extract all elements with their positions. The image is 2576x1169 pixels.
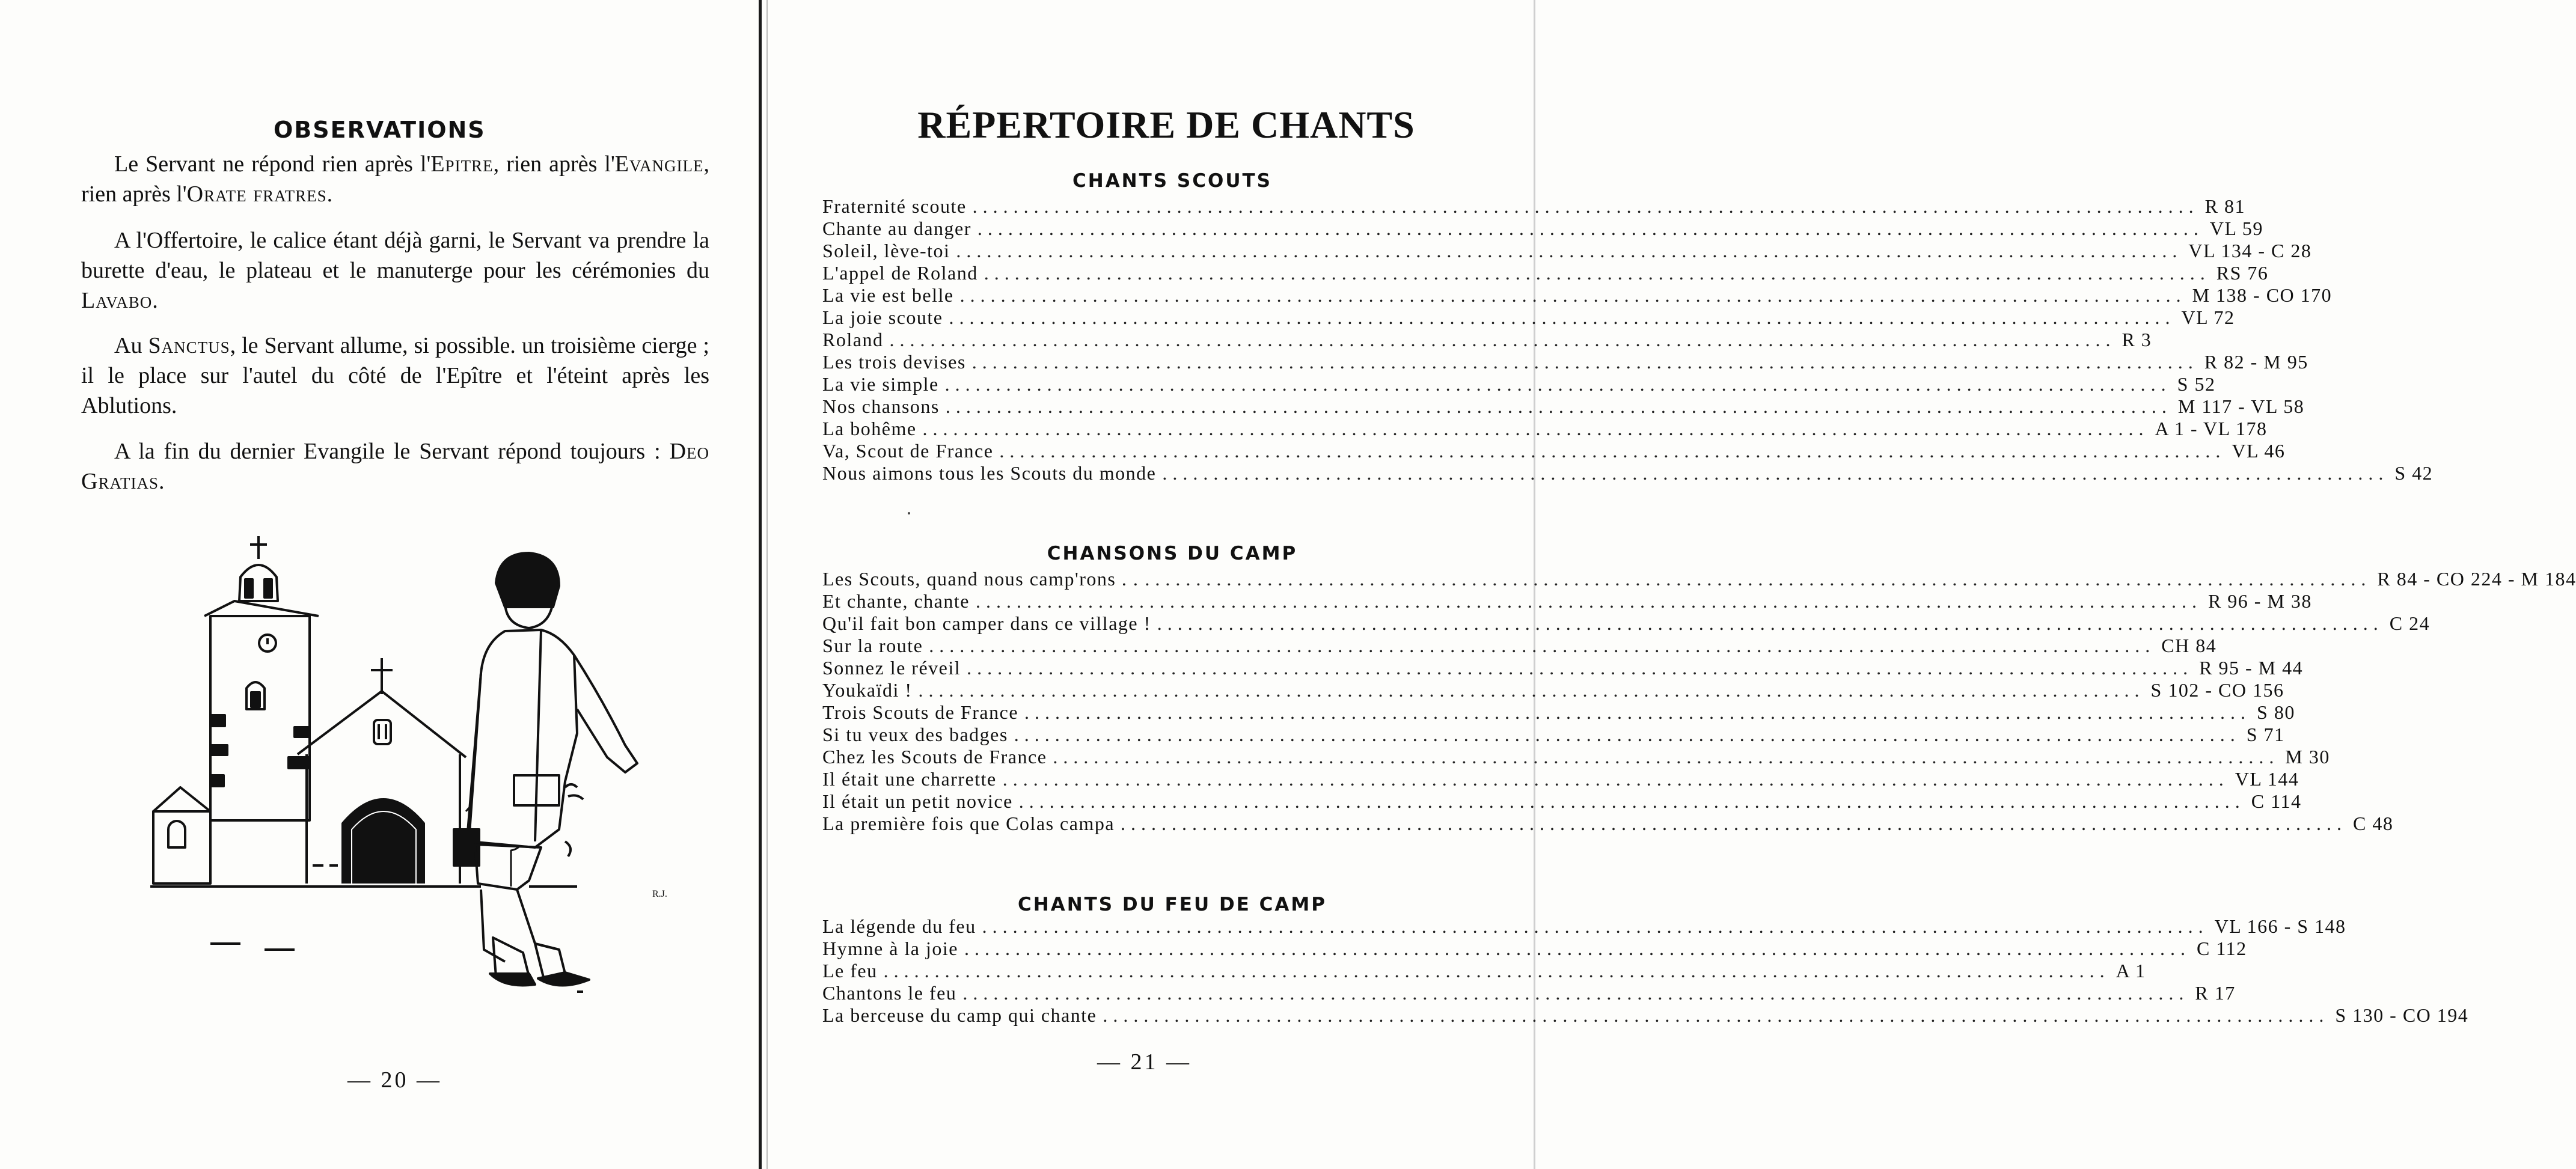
dot-leader: ........................................................................................................................ (1024, 701, 2251, 723)
section-title-chants-scouts: CHANTS SCOUTS (1072, 170, 1272, 192)
song-title: Chez les Scouts de France (822, 746, 1047, 768)
dot-leader: ........................................................................................................................ (982, 915, 2209, 937)
song-reference: R 96 - M 38 (2207, 590, 2312, 612)
song-list-feu-de-camp (822, 915, 2469, 1027)
song-entry (822, 440, 2286, 462)
song-entry (822, 590, 2312, 612)
song-title: Il était un petit novice (822, 790, 1013, 812)
song-title: Roland (822, 329, 884, 350)
song-title: La berceuse du camp qui chante (822, 1004, 1097, 1026)
scout-arm (574, 655, 637, 772)
song-title: Nous aimons tous les Scouts du monde (822, 462, 1157, 484)
small-caps-term: Deo Gratias (81, 439, 709, 494)
church-scout-illustration (144, 529, 685, 998)
song-entry (822, 307, 2235, 329)
song-reference: VL 46 (2232, 440, 2286, 462)
repertoire-title: RÉPERTOIRE DE CHANTS (917, 103, 1415, 146)
song-title: Trois Scouts de France (822, 701, 1019, 723)
song-title: Qu'il fait bon camper dans ce village ! (822, 612, 1151, 634)
dot-leader: ........................................................................................................................ (1145, 568, 2372, 590)
song-reference: VL 72 (2181, 307, 2235, 328)
song-reference: M 138 - CO 170 (2192, 284, 2333, 306)
dot-leader: ........................................................................................................................ (1002, 768, 2229, 790)
song-entry (822, 195, 2245, 218)
song-title: Il était une charrette (822, 768, 997, 790)
dot-leader: ........................................................................................................................ (956, 240, 2183, 261)
song-title: La première fois que Colas campa (822, 813, 1115, 834)
text-run: . (152, 288, 158, 313)
song-reference: R 84 - CO 224 - M 184 (2377, 568, 2576, 590)
song-reference: C 112 (2196, 938, 2247, 959)
song-reference: S 80 (2257, 701, 2295, 723)
page-number-right: — 21 — (1097, 1049, 1192, 1075)
church-cross-icon (371, 658, 393, 694)
song-entry (822, 982, 2236, 1004)
song-entry (822, 568, 2576, 590)
song-reference: CH 84 (2161, 635, 2217, 656)
song-title: La bohême (822, 418, 917, 439)
scout-jacket (469, 630, 577, 847)
song-reference: A 1 - VL 178 (2155, 418, 2268, 439)
spine-shadow (766, 0, 768, 1169)
paragraph-4 (81, 436, 709, 496)
page-number-left: — 20 — (347, 1067, 442, 1093)
song-entry (822, 395, 2305, 418)
song-entry (822, 462, 2434, 484)
song-title: Le feu (822, 960, 878, 981)
song-reference: S 71 (2246, 724, 2285, 745)
song-reference: VL 166 - S 148 (2214, 915, 2346, 937)
church-roof (298, 691, 466, 757)
song-title: L'appel de Roland (822, 262, 978, 284)
dot-leader: ........................................................................................................................ (945, 395, 2172, 417)
song-entry (822, 351, 2308, 373)
section-title-feu-de-camp: CHANTS DU FEU DE CAMP (1018, 894, 1327, 915)
song-list-chansons-du-camp (822, 568, 2576, 835)
dot-leader: ........................................................................................................................ (977, 218, 2204, 239)
dot-leader: ........................................................................................................................ (1014, 724, 2241, 745)
song-entry (822, 284, 2333, 307)
song-reference: S 130 - CO 194 (2335, 1004, 2469, 1026)
song-title: Chantons le feu (822, 982, 957, 1004)
dot-leader: ........................................................................................................................ (1053, 746, 2280, 768)
song-reference: M 30 (2285, 746, 2330, 768)
song-title: Fraternité scoute (822, 195, 967, 217)
song-title: La joie scoute (822, 307, 943, 328)
song-title: La vie est belle (822, 284, 954, 306)
song-entry (822, 373, 2216, 395)
dot-leader: ........................................................................................................................ (975, 590, 2202, 612)
song-entry (822, 657, 2304, 679)
dot-leader: ........................................................................................................................ (999, 440, 2226, 462)
text-run: A l'Offertoire, le calice étant déjà garni, le Servant va prendre la burette d'eau, le plateau et le manuterge pour les cérémonies du (81, 228, 709, 283)
dot-leader: ........................................................................................................................ (1157, 612, 2384, 634)
song-entry (822, 790, 2302, 813)
song-reference: A 1 (2116, 960, 2146, 981)
dot-leader: ........................................................................................................................ (971, 351, 2198, 373)
song-title: Sonnez le réveil (822, 657, 961, 679)
song-title: La vie simple (822, 373, 939, 395)
song-reference: M 117 - VL 58 (2177, 395, 2305, 417)
small-caps-term: Orate fratres (186, 182, 327, 207)
paragraph-2 (81, 225, 709, 316)
song-title: Va, Scout de France (822, 440, 994, 462)
dot-leader: ........................................................................................................................ (984, 262, 2210, 284)
text-run: , rien après l' (81, 151, 709, 207)
song-title: Sur la route (822, 635, 923, 656)
dot-leader: ........................................................................................................................ (962, 982, 2189, 1004)
dot-leader: ........................................................................................................................ (889, 329, 2116, 350)
dot-leader: ........................................................................................................................ (1121, 813, 2348, 834)
song-entry (822, 724, 2285, 746)
song-reference: R 17 (2195, 982, 2236, 1004)
song-title: Hymne à la joie (822, 938, 958, 959)
song-entry (822, 612, 2431, 635)
dot-leader: ........................................................................................................................ (918, 679, 2145, 701)
song-reference: R 3 (2122, 329, 2152, 350)
text-run: . (326, 182, 333, 207)
song-reference: C 114 (2251, 790, 2302, 812)
dot-leader: ........................................................................................................................ (959, 284, 2186, 306)
song-title: Les trois devises (822, 351, 966, 373)
print-speck (908, 512, 910, 514)
text-run: Le Servant ne répond rien après l' (114, 151, 431, 177)
song-title: Et chante, chante (822, 590, 970, 612)
song-entry (822, 915, 2346, 938)
small-caps-term: Epitre (430, 151, 494, 177)
song-reference: C 24 (2389, 612, 2431, 634)
song-entry (822, 960, 2146, 982)
song-entry (822, 701, 2295, 724)
song-reference: RS 76 (2216, 262, 2269, 284)
paragraph-1 (81, 149, 709, 209)
song-entry (822, 938, 2247, 960)
song-entry (822, 746, 2330, 768)
dot-leader: ........................................................................................................................ (967, 657, 2194, 679)
small-caps-term: Sanctus (148, 333, 230, 358)
song-title: Youkaïdi ! (822, 679, 913, 701)
song-reference: VL 144 (2235, 768, 2299, 790)
song-title: Nos chansons (822, 395, 940, 417)
song-reference: VL 59 (2209, 218, 2263, 239)
song-entry (822, 813, 2394, 835)
song-entry (822, 240, 2312, 262)
dot-leader: ........................................................................................................................ (972, 195, 2199, 217)
small-caps-term: Evangile (614, 151, 704, 177)
dot-leader: ........................................................................................................................ (1018, 790, 2245, 812)
song-reference: R 82 - M 95 (2204, 351, 2308, 373)
song-entry (822, 679, 2284, 701)
song-title: Soleil, lève-toi (822, 240, 950, 261)
song-title: La légende du feu (822, 915, 976, 937)
song-entry (822, 262, 2269, 284)
song-entry (822, 635, 2217, 657)
dot-leader: ........................................................................................................................ (883, 960, 2110, 981)
song-reference: S 42 (2394, 462, 2434, 484)
right-page (782, 0, 2576, 1169)
illustration-signature: R.J. (652, 889, 667, 899)
scout-shorts (475, 844, 541, 890)
song-entry (822, 418, 2268, 440)
paragraph-3 (81, 331, 709, 421)
song-reference: C 48 (2353, 813, 2394, 834)
text-run: A la fin du dernier Evangile le Servant répond toujours : (114, 439, 670, 464)
text-run: Au (114, 333, 148, 358)
song-list-chants-scouts (822, 195, 2434, 484)
song-title: Chante au danger (822, 218, 971, 239)
song-reference: S 52 (2177, 373, 2216, 395)
text-run: , le Servant allume, si possible. un troisième cierge ; il le place sur l'autel du côté de l'Epître et l'éteint après les Ablutions. (81, 333, 709, 418)
dot-leader: ........................................................................................................................ (964, 938, 2191, 959)
left-page (0, 0, 760, 1169)
song-entry (822, 329, 2152, 351)
song-reference: VL 134 - C 28 (2188, 240, 2312, 261)
section-title-chansons-du-camp: CHANSONS DU CAMP (1047, 543, 1298, 564)
song-title: Les Scouts, quand nous camp'rons . . (822, 568, 1139, 590)
dot-leader: ........................................................................................................................ (1162, 462, 2389, 484)
text-run: . (158, 469, 165, 494)
song-reference: S 102 - CO 156 (2150, 679, 2284, 701)
song-reference: R 95 - M 44 (2199, 657, 2304, 679)
scout-hair (496, 553, 559, 607)
dot-leader: ........................................................................................................................ (1103, 1004, 2330, 1026)
song-entry (822, 1004, 2469, 1027)
song-title: Si tu veux des badges (822, 724, 1008, 745)
song-entry (822, 768, 2299, 790)
dot-leader: ........................................................................................................................ (944, 373, 2171, 395)
small-caps-term: Lavabo (81, 288, 153, 313)
tower-cross-icon (250, 536, 267, 559)
observations-title: OBSERVATIONS (274, 116, 486, 143)
dot-leader: ........................................................................................................................ (949, 307, 2176, 328)
text-run: , rien après l' (493, 151, 615, 177)
song-reference: R 81 (2204, 195, 2245, 217)
song-entry (822, 218, 2263, 240)
dot-leader: ........................................................................................................................ (922, 418, 2149, 439)
dot-leader: ........................................................................................................................ (929, 635, 2156, 656)
